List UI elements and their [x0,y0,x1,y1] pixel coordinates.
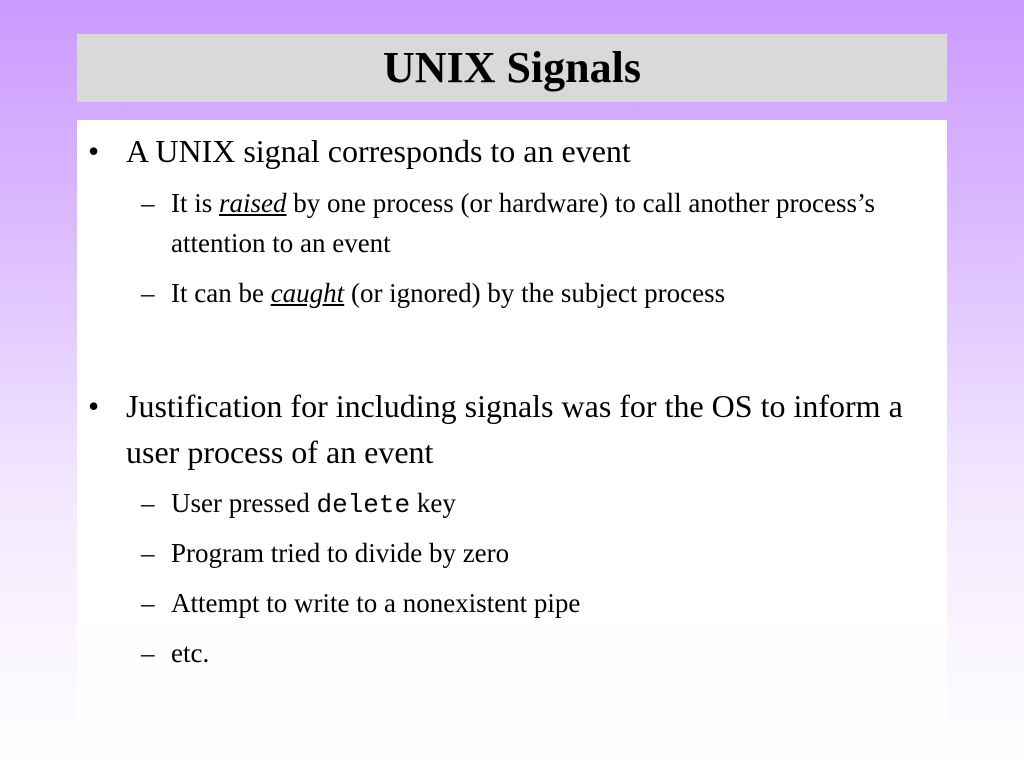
slide-title: UNIX Signals [383,43,641,92]
sub-bullet-item [141,533,941,573]
code-term: delete [316,490,411,520]
slide-title-bar [77,34,947,102]
sub-bullet-text-prefix: It can be [171,278,271,308]
sub-bullet-marker: – [141,488,155,518]
sub-bullet-item [141,273,941,313]
bullet-item [88,128,926,174]
sub-bullet-text-suffix: (or ignored) by the subject process [344,278,726,308]
sub-bullet-marker: – [141,278,155,308]
bullet-text: A UNIX signal corresponds to an event [126,133,631,169]
bullet-item [88,383,926,475]
emphasized-term: caught [270,278,345,308]
sub-bullet-item [141,633,941,673]
sub-bullet-text-suffix: key [410,488,456,518]
sub-bullet-text-prefix: It is [171,188,220,218]
sub-bullet-item [141,183,941,263]
sub-bullet-marker: – [141,188,155,218]
sub-bullet-marker: – [141,538,155,568]
sub-bullet-text-suffix: by one process (or hardware) to call another process’s attention to an event [171,188,876,258]
sub-bullet-text-prefix: User pressed [171,488,317,518]
emphasized-term: raised [219,188,287,218]
bullet-text: Justification for including signals was for the OS to inform a user process of an event [126,388,903,470]
bullet-marker: • [88,133,100,169]
sub-bullet-text: etc. [171,638,210,668]
sub-bullet-item [141,483,941,525]
sub-bullet-marker: – [141,638,155,668]
sub-bullet-marker: – [141,588,155,618]
bullet-marker: • [88,388,100,424]
sub-bullet-text: Program tried to divide by zero [171,538,510,568]
sub-bullet-text: Attempt to write to a nonexistent pipe [171,588,581,618]
sub-bullet-item [141,583,941,623]
